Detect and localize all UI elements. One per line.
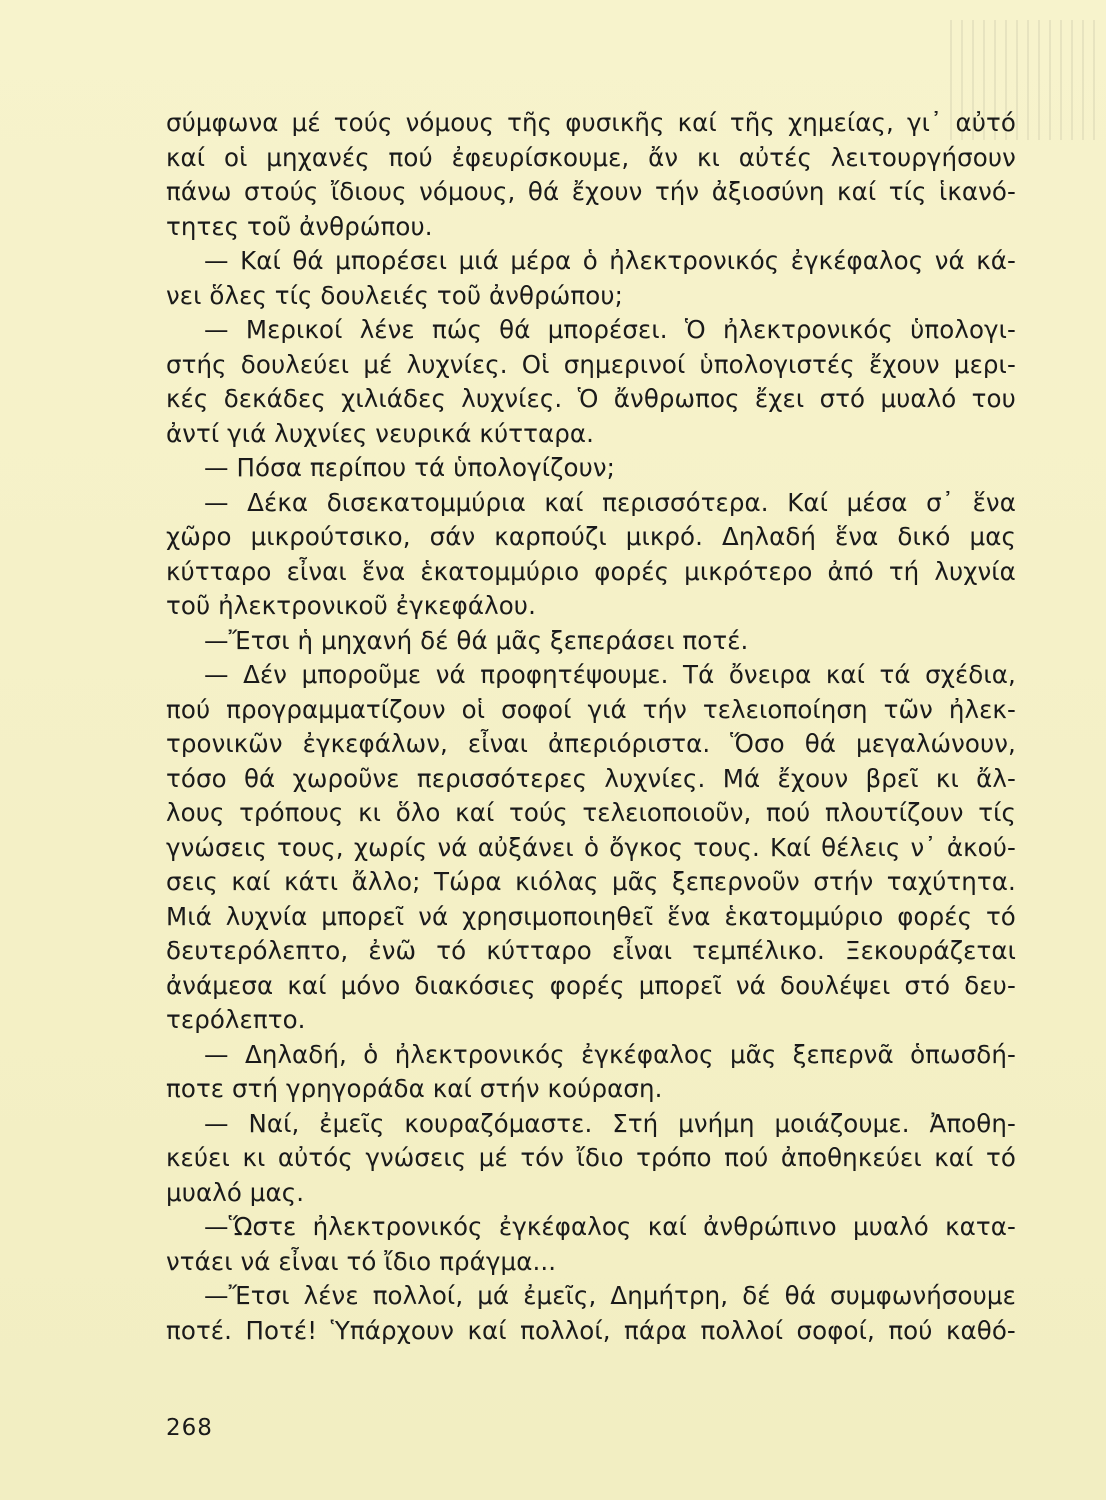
text-line: — Μερικοί λένε πώς θά μπορέσει. Ὁ ἠλεκτρονικός ὑπολογι- — [204, 315, 1016, 344]
text-line: κεύει κι αὐτός γνώσεις μέ τόν ἴδιο τρόπο πού ἀποθηκεύει καί τό — [166, 1143, 1016, 1172]
text-line: — Δηλαδή, ὁ ἠλεκτρονικός ἐγκέφαλος μᾶς ξεπερνᾶ ὁπωσδή- — [204, 1039, 1016, 1069]
text-line: —Ἔτσι λένε πολλοί, μά ἐμεῖς, Δημήτρη, δέ θά συμφωνήσουμε — [204, 1281, 1016, 1310]
text-line: πού προγραμματίζουν οἱ σοφοί γιά τήν τελειοποίηση τῶν ἠλεκ- — [166, 694, 1016, 724]
text-line: καί οἱ μηχανές πού ἐφευρίσκουμε, ἄν κι αὐτές λειτουργήσουν — [166, 142, 1016, 172]
text-line: κύτταρο εἶναι ἕνα ἑκατομμύριο φορές μικρότερο ἀπό τή λυχνία — [166, 556, 1016, 586]
text-line: σεις καί κάτι ἄλλο; Τώρα κιόλας μᾶς ξεπερνοῦν στήν ταχύτητα. — [166, 867, 1016, 896]
text-line: — Ναί, ἐμεῖς κουραζόμαστε. Στή μνήμη μοιάζουμε. Ἀποθη- — [204, 1108, 1016, 1138]
text-line: σύμφωνα μέ τούς νόμους τῆς φυσικῆς καί τῆς χημείας, γι᾿ αὐτό — [166, 108, 1016, 137]
text-line: ποτέ. Ποτέ! Ὑπάρχουν καί πολλοί, πάρα πολλοί σοφοί, πού καθό- — [166, 1315, 1016, 1345]
text-line: νει ὅλες τίς δουλειές τοῦ ἀνθρώπου; — [166, 280, 623, 310]
text-line: λους τρόπους κι ὅλο καί τούς τελειοποιοῦν, πού πλουτίζουν τίς — [166, 798, 1016, 827]
text-line: — Δέν μποροῦμε νά προφητέψουμε. Τά ὄνειρα καί τά σχέδια, — [204, 660, 1016, 689]
text-line: τόσο θά χωροῦνε περισσότερες λυχνίες. Μά ἔχουν βρεῖ κι ἄλ- — [166, 763, 1016, 793]
text-line: ποτε στή γρηγοράδα καί στήν κούραση. — [166, 1074, 663, 1103]
text-line: πάνω στούς ἴδιους νόμους, θά ἔχουν τήν ἀξιοσύνη καί τίς ἱκανό- — [166, 177, 1016, 206]
page-number: 268 — [166, 1415, 213, 1441]
text-line: ἀντί γιά λυχνίες νευρικά κύτταρα. — [166, 418, 594, 448]
text-line: κές δεκάδες χιλιάδες λυχνίες. Ὁ ἄνθρωπος ἔχει στό μυαλό του — [166, 384, 1016, 413]
text-line: ἀνάμεσα καί μόνο διακόσιες φορές μπορεῖ νά δουλέψει στό δευ- — [166, 970, 1016, 1000]
text-line: δευτερόλεπτο, ἐνῶ τό κύτταρο εἶναι τεμπέλικο. Ξεκουράζεται — [166, 936, 1016, 965]
text-line: —Ἔτσι ἡ μηχανή δέ θά μᾶς ξεπεράσει ποτέ. — [204, 625, 749, 655]
text-line: Μιά λυχνία μπορεῖ νά χρησιμοποιηθεῖ ἕνα ἑκατομμύριο φορές τό — [166, 901, 1016, 931]
text-line: μυαλό μας. — [166, 1177, 305, 1207]
text-line: — Πόσα περίπου τά ὑπολογίζουν; — [204, 453, 616, 482]
text-line: ντάει νά εἶναι τό ἴδιο πράγμα... — [166, 1246, 557, 1276]
text-line: —Ὥστε ἠλεκτρονικός ἐγκέφαλος καί ἀνθρώπινο μυαλό κατα- — [204, 1212, 1016, 1241]
text-line: τητες τοῦ ἀνθρώπου. — [166, 211, 433, 241]
text-line: γνώσεις τους, χωρίς νά αὐξάνει ὁ ὄγκος τους. Καί θέλεις ν᾿ ἀκού- — [166, 832, 1016, 862]
text-line: τρονικῶν ἐγκεφάλων, εἶναι ἀπεριόριστα. Ὅσο θά μεγαλώνουν, — [166, 729, 1016, 758]
text-line: χῶρο μικρούτσικο, σάν καρπούζι μικρό. Δηλαδή ἕνα δικό μας — [166, 522, 1016, 551]
text-line: — Δέκα δισεκατομμύρια καί περισσότερα. Καί μέσα σ᾿ ἕνα — [204, 487, 1016, 517]
text-line: — Καί θά μπορέσει μιά μέρα ὁ ἠλεκτρονικός ἐγκέφαλος νά κά- — [204, 246, 1016, 275]
text-line: τοῦ ἠλεκτρονικοῦ ἐγκεφάλου. — [166, 591, 536, 620]
text-line: τερόλεπτο. — [166, 1005, 306, 1034]
body-text — [166, 106, 1016, 1348]
text-line: στής δουλεύει μέ λυχνίες. Οἱ σημερινοί ὑπολογιστές ἔχουν μερι- — [166, 349, 1016, 379]
